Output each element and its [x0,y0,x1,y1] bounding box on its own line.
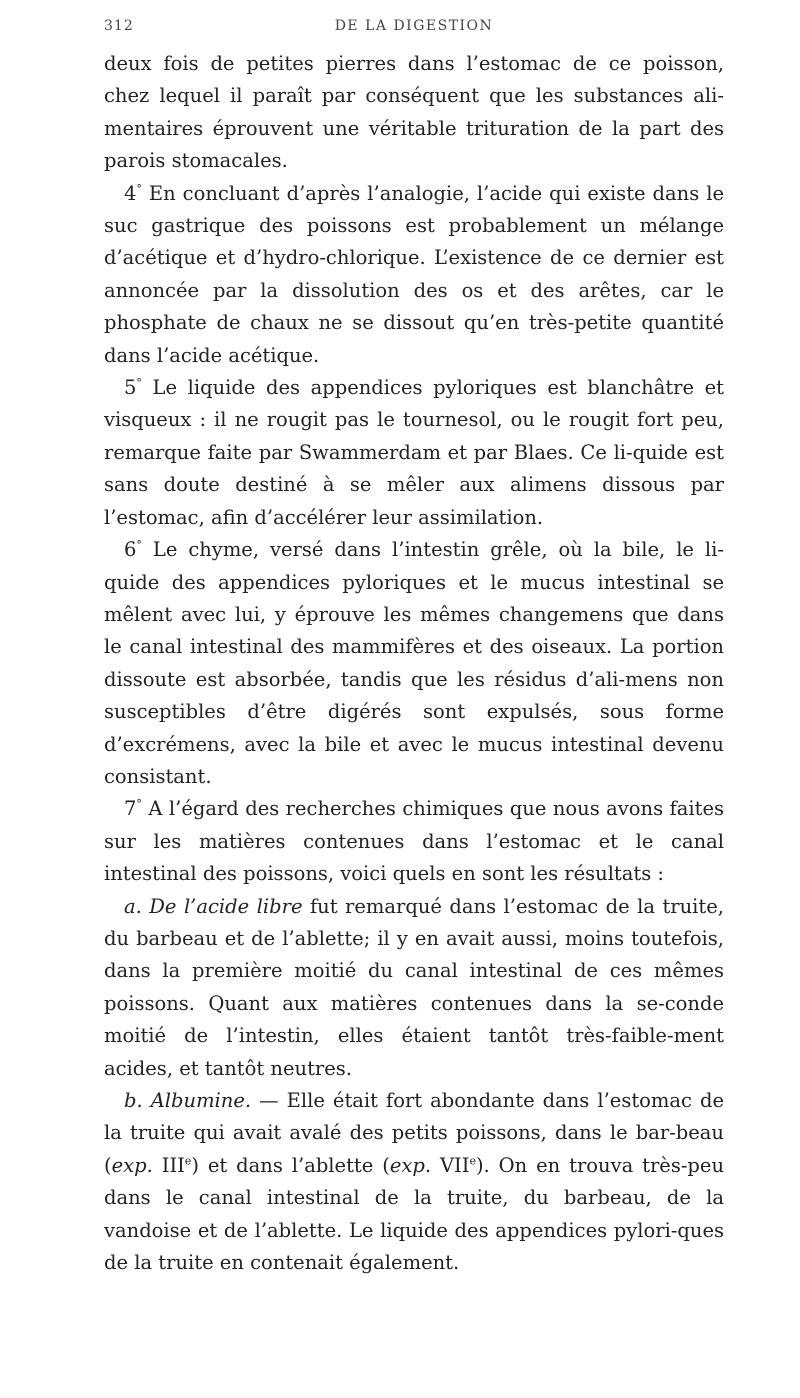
page-number: 312 [104,18,134,34]
item-label: b. Albumine. [124,1089,252,1112]
paragraph-number: 5 [124,376,137,400]
paragraph-7: 7° A l’égard des recherches chimiques que nous avons faites sur les matières contenues dans l’estomac et le canal intestinal des poissons, voici quels en sont les résultats : [104,797,724,886]
paragraph-4: 4° En concluant d’après l’analogie, l’acide qui existe dans le suc gastrique des poissons est probablement un mélange d’acétique et d’hydro-chlorique. L’existence de ce dernier est annoncée par la dissolution des os et des arêtes, car le phosphate de chaux ne se dissout qu’en très-petite quantité dans l’acide acétique. [104,181,724,367]
paragraph-5: 5° Le liquide des appendices pyloriques est blanchâtre et visqueux : il ne rougit pas le tournesol, ou le rougit fort peu, remarque faite par Swammerdam et par Blaes. Ce li-quide est sans doute destiné à se mêler aux alimens dissous par l’estomac, afin d’accélérer leur assimilation. [104,376,724,529]
paragraph-6: 6° Le chyme, versé dans l’intestin grêle, où la bile, le li-quide des appendices pyloriques et le mucus intestinal se mêlent avec lui, y éprouve les mêmes changemens que dans le canal intestinal des mammifères et des oiseaux. La portion dissoute est absorbée, tandis que les résidus d’ali-mens non susceptibles d’être digérés sont expulsés, sous forme d’excrémens, avec la bile et avec le mucus intestinal devenu consistant. [104,538,724,788]
body-text [104,48,724,1279]
paragraph-number: 4 [124,181,137,205]
page-header [104,18,724,44]
paragraph-a: a. De l’acide libre fut remarqué dans l’estomac de la truite, du barbeau et de l’ablette; il y en avait aussi, moins toutefois, dans la première moitié du canal intestinal de ces mêmes poissons. Quant aux matières contenues dans la se-conde moitié de l’intestin, elles étaient tantôt très-faible-ment acides, et tantôt neutres. [104,894,724,1080]
item-label: a. De l’acide libre [124,894,303,918]
paragraph-number: 7 [124,797,137,821]
paragraph-number: 6 [124,538,137,562]
running-head: DE LA DIGESTION [334,18,494,34]
paragraph-b: b. Albumine. — Elle était fort abondante dans l’estomac de la truite qui avait avalé des petits poissons, dans le bar-beau (exp. IIIe) et dans l’ablette (exp. VIIe). On en trouva très-peu dans le canal intestinal de la truite, du barbeau, de la vandoise et de l’ablette. Le liquide des appendices pylori-ques de la truite en contenait également. [104,1089,725,1275]
paragraph-continued: deux fois de petites pierres dans l’estomac de ce poisson, chez lequel il paraît par conséquent que les substances ali-mentaires éprouvent une véritable trituration de la part des parois stomacales. [104,52,724,173]
